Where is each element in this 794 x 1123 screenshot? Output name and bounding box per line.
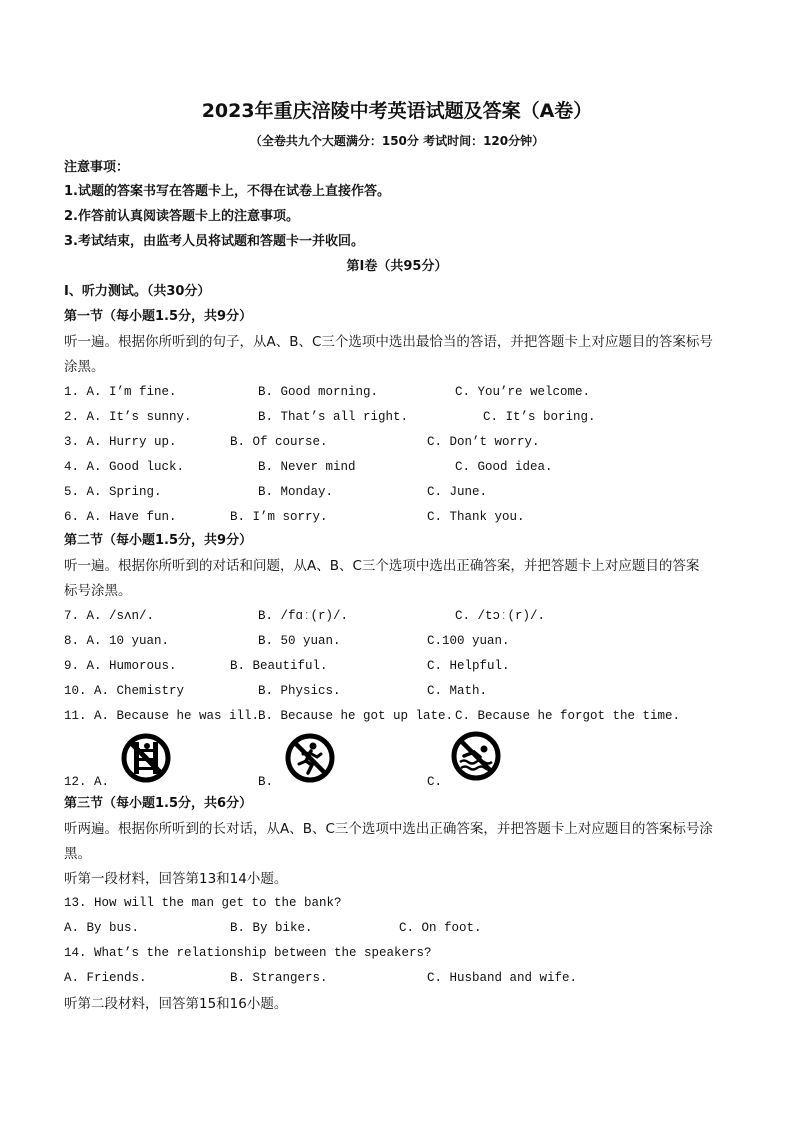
exam-info: （全卷共九个大题满分：150分 考试时间：120分钟）	[249, 134, 545, 148]
option-c: C. June.	[427, 485, 488, 499]
notice-item: 3.考试结束，由监考人员将试题和答题卡一并收回。	[64, 234, 364, 249]
material-note: 听第一段材料，回答第13和14小题。	[64, 871, 288, 887]
option-c: C. Thank you.	[427, 510, 525, 524]
volume-title: 第Ⅰ卷（共95分）	[346, 259, 448, 274]
notice-item: 1.试题的答案书写在答题卡上，不得在试卷上直接作答。	[64, 184, 390, 199]
option-b: B. That’s all right.	[258, 410, 409, 424]
option-a: 5. A. Spring.	[64, 485, 162, 499]
option-c: C. Because he forgot the time.	[455, 709, 681, 723]
option-b: B. Because he got up late.	[258, 709, 454, 723]
option-a: 8. A. 10 yuan.	[64, 634, 170, 648]
option-a: A. Friends.	[64, 971, 147, 985]
option-b: B. I’m sorry.	[230, 510, 328, 524]
option-b: B. 50 yuan.	[258, 634, 341, 648]
option-a: 1. A. I’m fine.	[64, 385, 177, 399]
option-a: 9. A. Humorous.	[64, 659, 177, 673]
section-title: 第三节（每小题1.5分，共6分）	[64, 796, 253, 811]
option-b: B. Beautiful.	[230, 659, 328, 673]
option-a: 12. A.	[64, 775, 110, 789]
option-a: A. By bus.	[64, 921, 140, 935]
option-c: C.	[427, 775, 443, 789]
option-a: 10. A. Chemistry	[64, 684, 185, 698]
option-b: B. Never mind	[258, 460, 356, 474]
part-title: Ⅰ、听力测试。（共30分）	[64, 284, 211, 299]
option-c: C. Math.	[427, 684, 488, 698]
option-a: 11. A. Because he was ill.	[64, 709, 260, 723]
notice-heading: 注意事项：	[64, 160, 130, 175]
section-instruction: 听一遍。根据你所听到的句子，从A、B、C三个选项中选出最恰当的答语，并把答题卡上对应题目的答案标号	[64, 334, 713, 350]
option-b: B. Strangers.	[230, 971, 328, 985]
option-c: C. Helpful.	[427, 659, 510, 673]
option-a: 6. A. Have fun.	[64, 510, 177, 524]
no-climbing-sign-icon	[120, 732, 172, 784]
section-instruction: 听一遍。根据你所听到的对话和问题，从A、B、C三个选项中选出正确答案，并把答题卡上对应题目的答案	[64, 558, 700, 574]
option-c: C. Don’t worry.	[427, 435, 540, 449]
page-title: 2023年重庆涪陵中考英语试题及答案（A卷）	[201, 100, 593, 122]
section-instruction: 听两遍。根据你所听到的长对话，从A、B、C三个选项中选出正确答案，并把答题卡上对应题目的答案标号涂	[64, 821, 713, 837]
option-c: C. /tɔː(r)/.	[455, 609, 546, 623]
option-c: C. Husband and wife.	[427, 971, 578, 985]
material-note: 听第二段材料，回答第15和16小题。	[64, 996, 288, 1012]
option-b: B. Of course.	[230, 435, 328, 449]
option-c: C. Good idea.	[455, 460, 553, 474]
option-c: C. It’s boring.	[483, 410, 596, 424]
section-instruction: 涂黑。	[64, 359, 105, 375]
option-b: B. Physics.	[258, 684, 341, 698]
notice-item: 2.作答前认真阅读答题卡上的注意事项。	[64, 209, 299, 224]
option-b: B.	[258, 775, 274, 789]
section-title: 第一节（每小题1.5分，共9分）	[64, 309, 253, 324]
option-c: C. On foot.	[399, 921, 482, 935]
option-a: 4. A. Good luck.	[64, 460, 185, 474]
question-stem: 14. What’s the relationship between the speakers?	[64, 946, 432, 960]
option-b: B. Monday.	[258, 485, 334, 499]
no-running-sign-icon	[284, 732, 336, 784]
section-instruction: 标号涂黑。	[64, 583, 132, 599]
option-a: 2. A. It’s sunny.	[64, 410, 192, 424]
question-stem: 13. How will the man get to the bank?	[64, 896, 342, 910]
option-a: 3. A. Hurry up.	[64, 435, 177, 449]
option-c: C.100 yuan.	[427, 634, 510, 648]
option-a: 7. A. /sʌn/.	[64, 609, 155, 623]
option-c: C. You’re welcome.	[455, 385, 591, 399]
section-title: 第二节（每小题1.5分，共9分）	[64, 533, 253, 548]
option-b: B. /fɑː(r)/.	[258, 609, 349, 623]
section-instruction: 黑。	[64, 846, 91, 862]
no-swimming-sign-icon	[450, 730, 502, 782]
option-b: B. By bike.	[230, 921, 313, 935]
option-b: B. Good morning.	[258, 385, 379, 399]
